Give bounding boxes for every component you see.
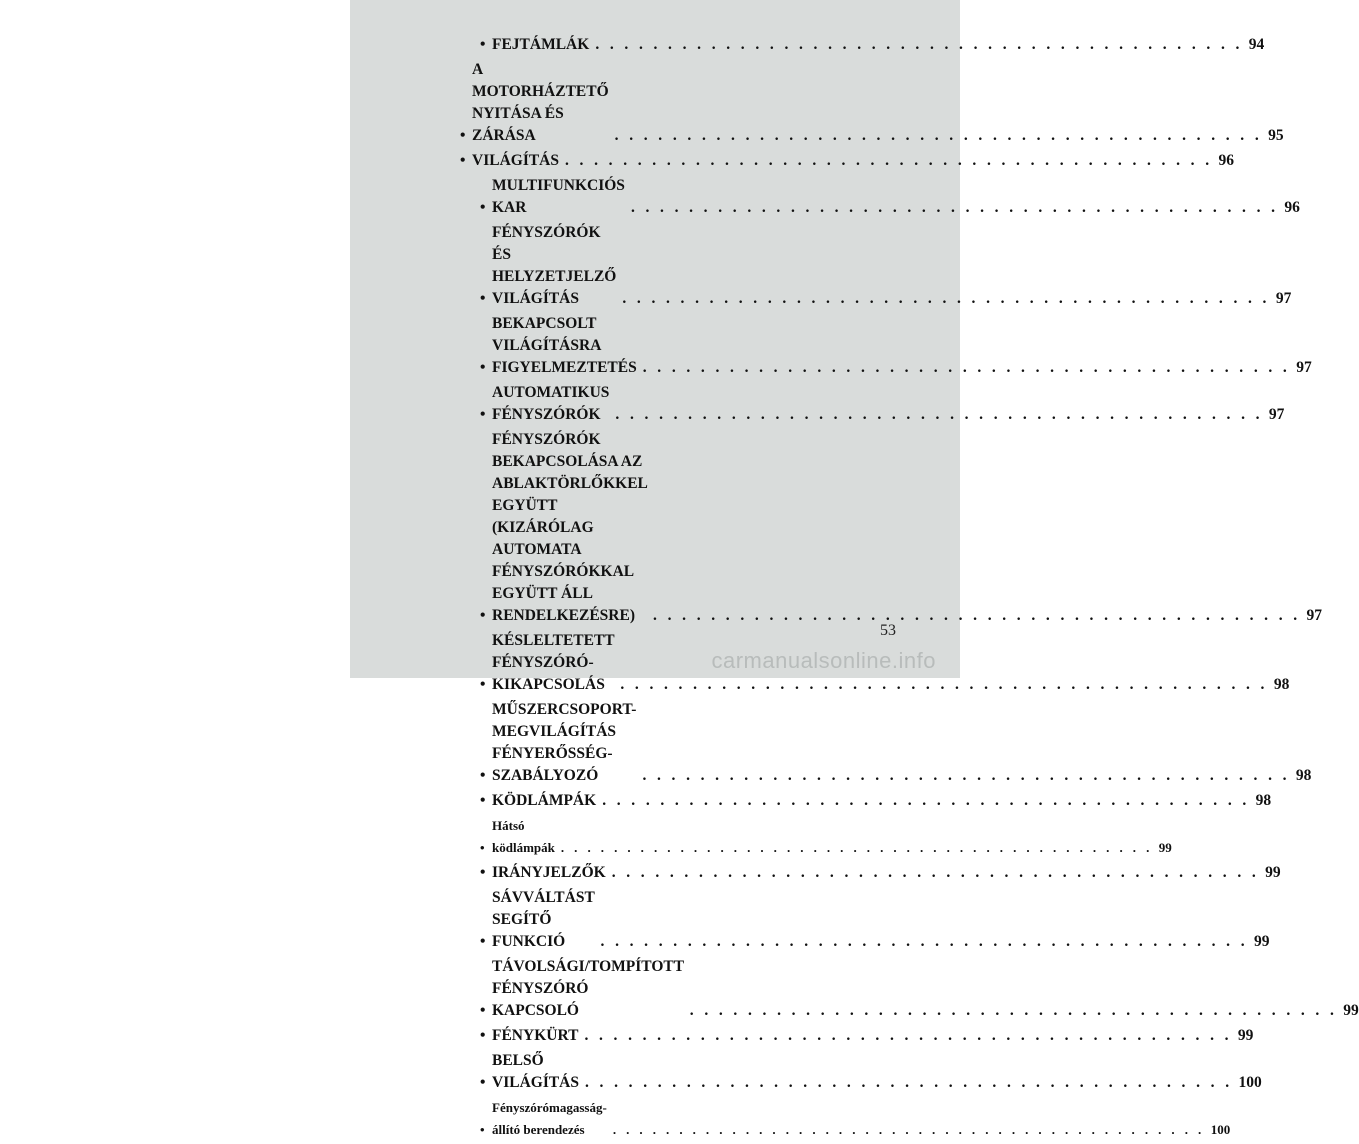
toc-entry[interactable] xyxy=(480,175,1300,219)
bullet: • xyxy=(480,840,485,855)
toc-entry-title: TÁVOLSÁGI/TOMPÍTOTT FÉNYSZÓRÓ KAPCSOLÓ xyxy=(492,958,684,1019)
toc-entry-page: 96 xyxy=(1218,152,1234,169)
toc-entry[interactable] xyxy=(460,59,1284,147)
toc-entry-title: KÉSLELTETETT FÉNYSZÓRÓ- KIKAPCSOLÁS xyxy=(492,632,615,693)
bullet: • xyxy=(480,864,486,881)
toc-entry-title: MŰSZERCSOPORT-MEGVILÁGÍTÁS FÉNYERŐSSÉG-SZABÁLYOZÓ xyxy=(492,701,637,784)
toc-entry[interactable] xyxy=(480,862,1281,884)
bullet: • xyxy=(480,406,486,423)
toc-entry-page: 100 xyxy=(1238,1074,1262,1091)
toc-entry-page: 99 xyxy=(1265,864,1281,881)
page-number: 53 xyxy=(880,622,896,639)
table-of-contents xyxy=(460,34,1359,1144)
toc-entry[interactable] xyxy=(480,887,1270,953)
dot-leader: . . . . . . . . . . . . . . . . . . . . . . . . . . . . . . . . . . . . . . . . . . . . . xyxy=(615,406,1263,423)
toc-entry-title: KÖDLÁMPÁK xyxy=(492,792,597,809)
toc-entry-page: 97 xyxy=(1306,607,1323,624)
toc-entry[interactable] xyxy=(480,34,1265,56)
toc-entry-title: BEKAPCSOLT VILÁGÍTÁSRA FIGYELMEZTETÉS xyxy=(492,315,637,376)
bullet: • xyxy=(460,152,466,169)
dot-leader: . . . . . . . . . . . . . . . . . . . . . . . . . . . . . . . . . . . . . . . . . . . . . xyxy=(653,607,1301,624)
toc-entry[interactable] xyxy=(480,429,1323,627)
bullet: • xyxy=(480,359,486,376)
toc-entry-page: 95 xyxy=(1268,127,1284,144)
toc-entry-title: BELSŐ VILÁGÍTÁS xyxy=(492,1052,579,1091)
toc-entry[interactable] xyxy=(480,699,1312,787)
toc-entry-page: 94 xyxy=(1248,36,1265,53)
toc-entry-title: MULTIFUNKCIÓS KAR xyxy=(492,177,625,216)
toc-entry-page: 99 xyxy=(1158,840,1172,855)
toc-entry-title: A MOTORHÁZTETŐ NYITÁSA ÉS ZÁRÁSA xyxy=(472,61,609,144)
dot-leader: . . . . . . . . . . . . . . . . . . . . . . . . . . . . . . . . . . . . . . . . . . . . . xyxy=(620,676,1268,693)
toc-entry-title: FÉNYKÜRT xyxy=(492,1027,579,1044)
dot-leader: . . . . . . . . . . . . . . . . . . . . . . . . . . . . . . . . . . . . . . . . . . . . . xyxy=(612,1122,1205,1137)
toc-entry-title: Hátsó ködlámpák xyxy=(492,818,555,855)
toc-entry[interactable] xyxy=(480,1097,1231,1141)
toc-entry-title: FÉNYSZÓRÓK ÉS HELYZETJELZŐ VILÁGÍTÁS xyxy=(492,224,617,307)
bullet: • xyxy=(480,199,486,216)
dot-leader: . . . . . . . . . . . . . . . . . . . . . . . . . . . . . . . . . . . . . . . . . . . . . xyxy=(584,1027,1232,1044)
toc-entry-page: 99 xyxy=(1237,1027,1254,1044)
bullet: • xyxy=(480,1122,485,1137)
toc-entry[interactable] xyxy=(480,956,1359,1022)
toc-entry-page: 96 xyxy=(1284,199,1300,216)
toc-entry-page: 97 xyxy=(1296,359,1312,376)
toc-entry-title: Fényszórómagasság-állító berendezés xyxy=(492,1100,607,1137)
toc-entry-page: 99 xyxy=(1343,1002,1359,1019)
bullet: • xyxy=(480,1074,486,1091)
dot-leader: . . . . . . . . . . . . . . . . . . . . . . . . . . . . . . . . . . . . . . . . . . . . . xyxy=(622,290,1270,307)
toc-entry-page: 98 xyxy=(1255,792,1272,809)
toc-entry-page: 98 xyxy=(1273,676,1290,693)
watermark: carmanualsonline.info xyxy=(711,648,936,673)
bullet: • xyxy=(480,792,486,809)
dot-leader: . . . . . . . . . . . . . . . . . . . . . . . . . . . . . . . . . . . . . . . . . . . . . xyxy=(595,36,1243,53)
toc-entry-page: 97 xyxy=(1268,406,1285,423)
dot-leader: . . . . . . . . . . . . . . . . . . . . . . . . . . . . . . . . . . . . . . . . . . . . . xyxy=(689,1002,1338,1019)
dot-leader: . . . . . . . . . . . . . . . . . . . . . . . . . . . . . . . . . . . . . . . . . . . . . xyxy=(642,767,1290,784)
toc-entry[interactable] xyxy=(480,313,1312,379)
manual-page xyxy=(350,0,1359,1137)
toc-entry-title: VILÁGÍTÁS xyxy=(472,152,559,169)
toc-entry-page: 97 xyxy=(1275,290,1292,307)
toc-entry[interactable] xyxy=(480,222,1292,310)
toc-entry[interactable] xyxy=(480,382,1285,426)
toc-entry-page: 98 xyxy=(1295,767,1312,784)
toc-entry-title: IRÁNYJELZŐK xyxy=(492,864,606,881)
bullet: • xyxy=(480,933,486,950)
toc-entry-page: 99 xyxy=(1254,933,1270,950)
bullet: • xyxy=(480,607,486,624)
toc-entry[interactable] xyxy=(480,1025,1254,1047)
dot-leader: . . . . . . . . . . . . . . . . . . . . . . . . . . . . . . . . . . . . . . . . . . . . . xyxy=(611,864,1260,881)
toc-entry[interactable] xyxy=(480,1050,1262,1094)
dot-leader: . . . . . . . . . . . . . . . . . . . . . . . . . . . . . . . . . . . . . . . . . . . . . xyxy=(565,152,1213,169)
bullet: • xyxy=(480,767,486,784)
toc-entry[interactable] xyxy=(480,790,1272,812)
bullet: • xyxy=(480,1027,486,1044)
dot-leader: . . . . . . . . . . . . . . . . . . . . . . . . . . . . . . . . . . . . . . . . . . . . . xyxy=(600,933,1249,950)
toc-entry-page: 100 xyxy=(1210,1122,1231,1137)
toc-entry-title: SÁVVÁLTÁST SEGÍTŐ FUNKCIÓ xyxy=(492,889,595,950)
toc-entry[interactable] xyxy=(480,815,1172,859)
bullet: • xyxy=(480,1002,486,1019)
dot-leader: . . . . . . . . . . . . . . . . . . . . . . . . . . . . . . . . . . . . . . . . . . . . . xyxy=(642,359,1291,376)
toc-entry-title: AUTOMATIKUS FÉNYSZÓRÓK xyxy=(492,384,610,423)
dot-leader: . . . . . . . . . . . . . . . . . . . . . . . . . . . . . . . . . . . . . . . . . . . . . xyxy=(560,840,1153,855)
bullet: • xyxy=(480,36,486,53)
bullet: • xyxy=(480,676,486,693)
dot-leader: . . . . . . . . . . . . . . . . . . . . . . . . . . . . . . . . . . . . . . . . . . . . . xyxy=(602,792,1250,809)
bullet: • xyxy=(460,127,466,144)
dot-leader: . . . . . . . . . . . . . . . . . . . . . . . . . . . . . . . . . . . . . . . . . . . . . xyxy=(585,1074,1233,1091)
toc-entry-title: FEJTÁMLÁK xyxy=(492,36,590,53)
bullet: • xyxy=(480,290,486,307)
dot-leader: . . . . . . . . . . . . . . . . . . . . . . . . . . . . . . . . . . . . . . . . . . . . . xyxy=(630,199,1279,216)
toc-entry-title: FÉNYSZÓRÓK BEKAPCSOLÁSA AZ ABLAKTÖRLŐKKEL EGYÜTT (KIZÁRÓLAG AUTOMATA FÉNYSZÓRÓKKAL EGYÜTT ÁLL RENDELKEZÉSRE) xyxy=(492,431,648,624)
dot-leader: . . . . . . . . . . . . . . . . . . . . . . . . . . . . . . . . . . . . . . . . . . . . . xyxy=(614,127,1263,144)
toc-entry[interactable] xyxy=(460,150,1234,172)
